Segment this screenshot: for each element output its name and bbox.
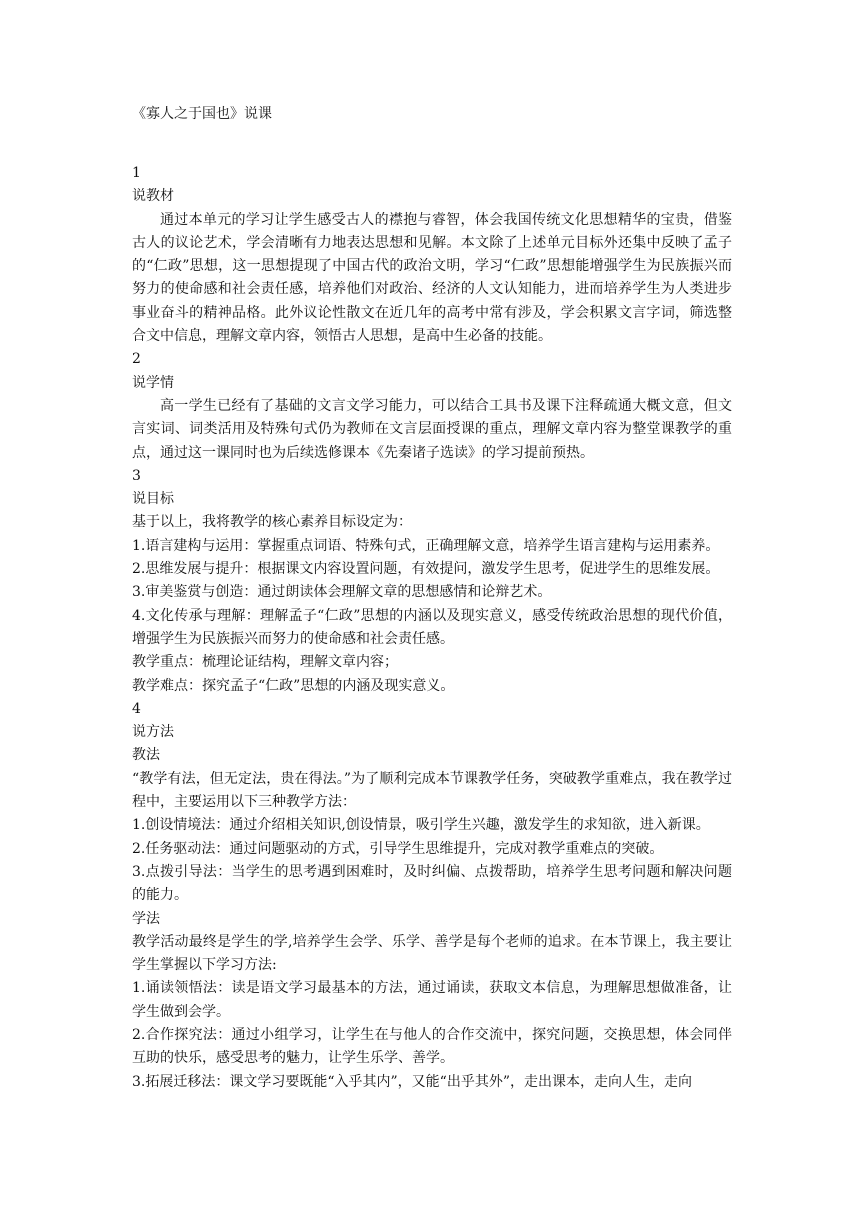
document-page: [132, 103, 732, 1094]
teaching-method-item-1: 1.创设情境法：通过介绍相关知识,创设情景，吸引学生兴趣，激发学生的求知欲，进入新课。: [132, 817, 710, 834]
document-title: 《寡人之于国也》说课: [132, 106, 272, 122]
learning-method-item-3: 3.拓展迁移法：课文学习要既能“入乎其内”，又能“出乎其外”，走出课本，走向人生，走向: [132, 1073, 692, 1090]
section-3-heading: 说目标: [132, 491, 174, 508]
learning-method-item-1: 1.诵读领悟法：读是语文学习最基本的方法，通过诵读，获取文本信息，为理解思想做准备，让学生做到会学。: [132, 980, 732, 1020]
section-3-intro: 基于以上，我将教学的核心素养目标设定为：: [132, 514, 412, 531]
teaching-key-point: 教学重点：梳理论证结构，理解文章内容；: [132, 654, 398, 671]
teaching-method-heading: 教法: [132, 747, 160, 764]
goal-item-2: 2.思维发展与提升：根据课文内容设置问题，有效提问，激发学生思考，促进学生的思维发展。: [132, 561, 720, 578]
goal-item-4: 4.文化传承与理解：理解孟子“仁政”思想的内涵以及现实意义，感受传统政治思想的现代价值，增强学生为民族振兴而努力的使命感和社会责任感。: [132, 607, 732, 647]
section-4-heading: 说方法: [132, 724, 174, 741]
learning-method-item-2: 2.合作探究法：通过小组学习，让学生在与他人的合作交流中，探究问题，交换思想，体会同伴互助的快乐，感受思考的魅力，让学生乐学、善学。: [132, 1026, 732, 1067]
teaching-method-item-3: 3.点拨引导法：当学生的思考遇到困难时，及时纠偏、点拨帮助，培养学生思考问题和解决问题的能力。: [132, 863, 732, 904]
learning-method-heading: 学法: [132, 910, 160, 927]
teaching-difficulty: 教学难点：探究孟子“仁政”思想的内涵及现实意义。: [132, 677, 455, 694]
section-1-heading: 说教材: [132, 188, 174, 205]
section-1-paragraph: 通过本单元的学习让学生感受古人的襟抱与睿智，体会我国传统文化思想精华的宝贵，借鉴古人的议论艺术，学会清晰有力地表达思想和见解。本文除了上述单元目标外还集中反映了孟子的“仁政”思想，这一思想提现了中国古代的政治文明，学习“仁政”思想能增强学生为民族振兴而努力的使命感和社会责任感，培养他们对政治、经济的人文认知能力，进而培养学生为人类进步事业奋斗的精神品格。此外议论性散文在近几年的高考中常有涉及，学会积累文言字词，筛选整合文中信息，理解文章内容，领悟古人思想，是高中生必备的技能。: [132, 211, 732, 345]
teaching-method-item-2: 2.任务驱动法：通过问题驱动的方式，引导学生思维提升，完成对教学重难点的突破。: [132, 840, 664, 857]
goal-item-1: 1.语言建构与运用：掌握重点词语、特殊句式，正确理解文意，培养学生语言建构与运用素养。: [132, 537, 720, 554]
teaching-method-intro: “教学有法，但无定法，贵在得法。”为了顺利完成本节课教学任务，突破教学重难点，我在教学过程中，主要运用以下三种教学方法：: [132, 770, 732, 811]
section-4-number: 4: [132, 700, 141, 717]
learning-method-intro: 教学活动最终是学生的学,培养学生会学、乐学、善学是每个老师的追求。在本节课上，我主要让学生掌握以下学习方法:: [132, 933, 732, 974]
section-1-number: 1: [132, 165, 141, 181]
section-2-number: 2: [132, 351, 141, 368]
section-2-paragraph: 高一学生已经有了基础的文言文学习能力，可以结合工具书及课下注释疏通大概文意，但文言实词、词类活用及特殊句式仍为教师在文言层面授课的重点，理解文章内容为整堂课教学的重点，通过这一课同时也为后续选修课本《先秦诸子选读》的学习提前预热。: [132, 397, 732, 461]
section-2-heading: 说学情: [132, 374, 174, 391]
section-3-number: 3: [132, 467, 141, 484]
goal-item-3: 3.审美鉴赏与创造：通过朗读体会理解文章的思想感情和论辩艺术。: [132, 584, 552, 601]
